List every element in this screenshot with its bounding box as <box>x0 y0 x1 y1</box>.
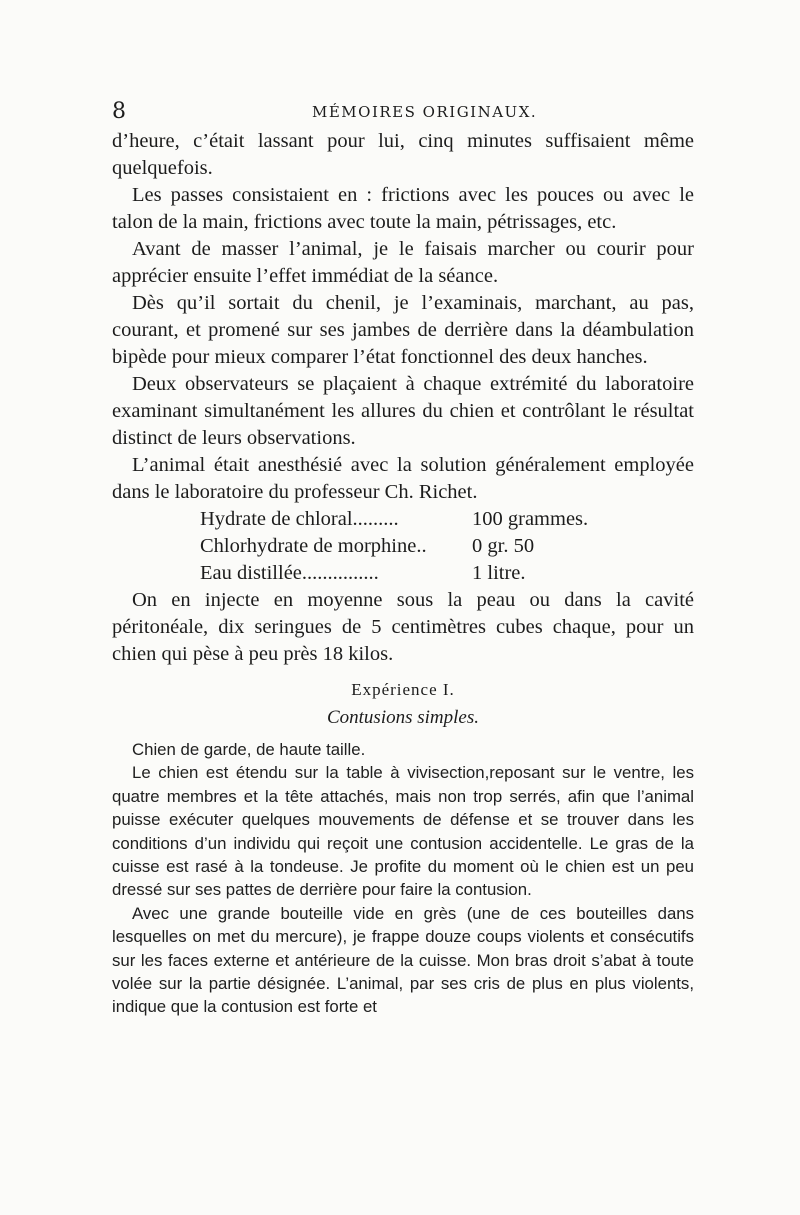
page-header <box>112 99 694 125</box>
formula-row <box>200 533 630 560</box>
ingredient-amount: 1 litre. <box>472 562 526 584</box>
paragraph-before-massage: Avant de masser l’animal, je le faisais marcher ou courir pour apprécier ensuite l’effet immédiat de la séance. <box>112 238 694 287</box>
formula-row <box>200 560 630 587</box>
ingredient-amount: 100 grammes. <box>472 508 589 530</box>
paragraph-anesthesia: L’animal était anesthésié avec la solution généralement employée dans le laboratoire du professeur Ch. Richet. <box>112 454 694 503</box>
paragraph-examination: Dès qu’il sortait du chenil, je l’examinais, marchant, au pas, courant, et promené sur ses jambes de derrière dans la déambulation bipède pour mieux comparer l’état fonctionnel des deux hanches. <box>112 292 694 368</box>
ingredient-name: Chlorhydrate de morphine.. <box>200 535 427 557</box>
section-title: Expérience I. <box>351 680 455 699</box>
paragraph-dog: Chien de garde, de haute taille. <box>132 740 366 759</box>
formula-table <box>200 506 630 587</box>
page-number: 8 <box>112 99 126 124</box>
running-title: MÉMOIRES ORIGINAUX. <box>312 103 538 121</box>
paragraph-continued: d’heure, c’était lassant pour lui, cinq minutes suffisaient même quelquefois. <box>112 130 694 179</box>
ingredient-name: Eau distillée............... <box>200 562 379 584</box>
paragraph-injection: On en injecte en moyenne sous la peau ou dans la cavité péritonéale, dix seringues de 5 centimètres cubes chaque, pour un chien qui pèse à peu près 18 kilos. <box>112 589 694 665</box>
ingredient-name: Hydrate de chloral......... <box>200 508 399 530</box>
paragraph-setup: Le chien est étendu sur la table à vivisection,reposant sur le ventre, les quatre membres et la tête attachés, mais non trop serrés, afin que l’animal puisse exécuter quelques mouvements de défense et se trouver dans les conditions d’un individu qui reçoit une contusion accidentelle. Le gras de la cuisse est rasé à la tondeuse. Je profite du moment où le chien est un peu dressé sur ses pattes de derrière pour faire la contusion. <box>112 763 694 900</box>
paragraph-observers: Deux observateurs se plaçaient à chaque extrémité du laboratoire examinant simultanément les allures du chien et contrôlant le résultat distinct de leurs observations. <box>112 373 694 449</box>
paragraph-contusion: Avec une grande bouteille vide en grès (une de ces bouteilles dans lesquelles on met du mercure), je frappe douze coups violents et consécutifs sur les faces externe et antérieure de la cuisse. Mon bras droit s’abat à toute volée sur la partie désignée. L’animal, par ses cris de plus en plus violents, indique que la contusion est forte et <box>112 903 694 1017</box>
paragraph-passes: Les passes consistaient en : frictions avec les pouces ou avec le talon de la main, frictions avec toute la main, pétrissages, etc. <box>112 184 694 233</box>
section-subtitle: Contusions simples. <box>326 707 480 728</box>
body-text <box>112 128 694 1019</box>
ingredient-amount: 0 gr. 50 <box>472 535 535 557</box>
formula-row <box>200 506 630 533</box>
